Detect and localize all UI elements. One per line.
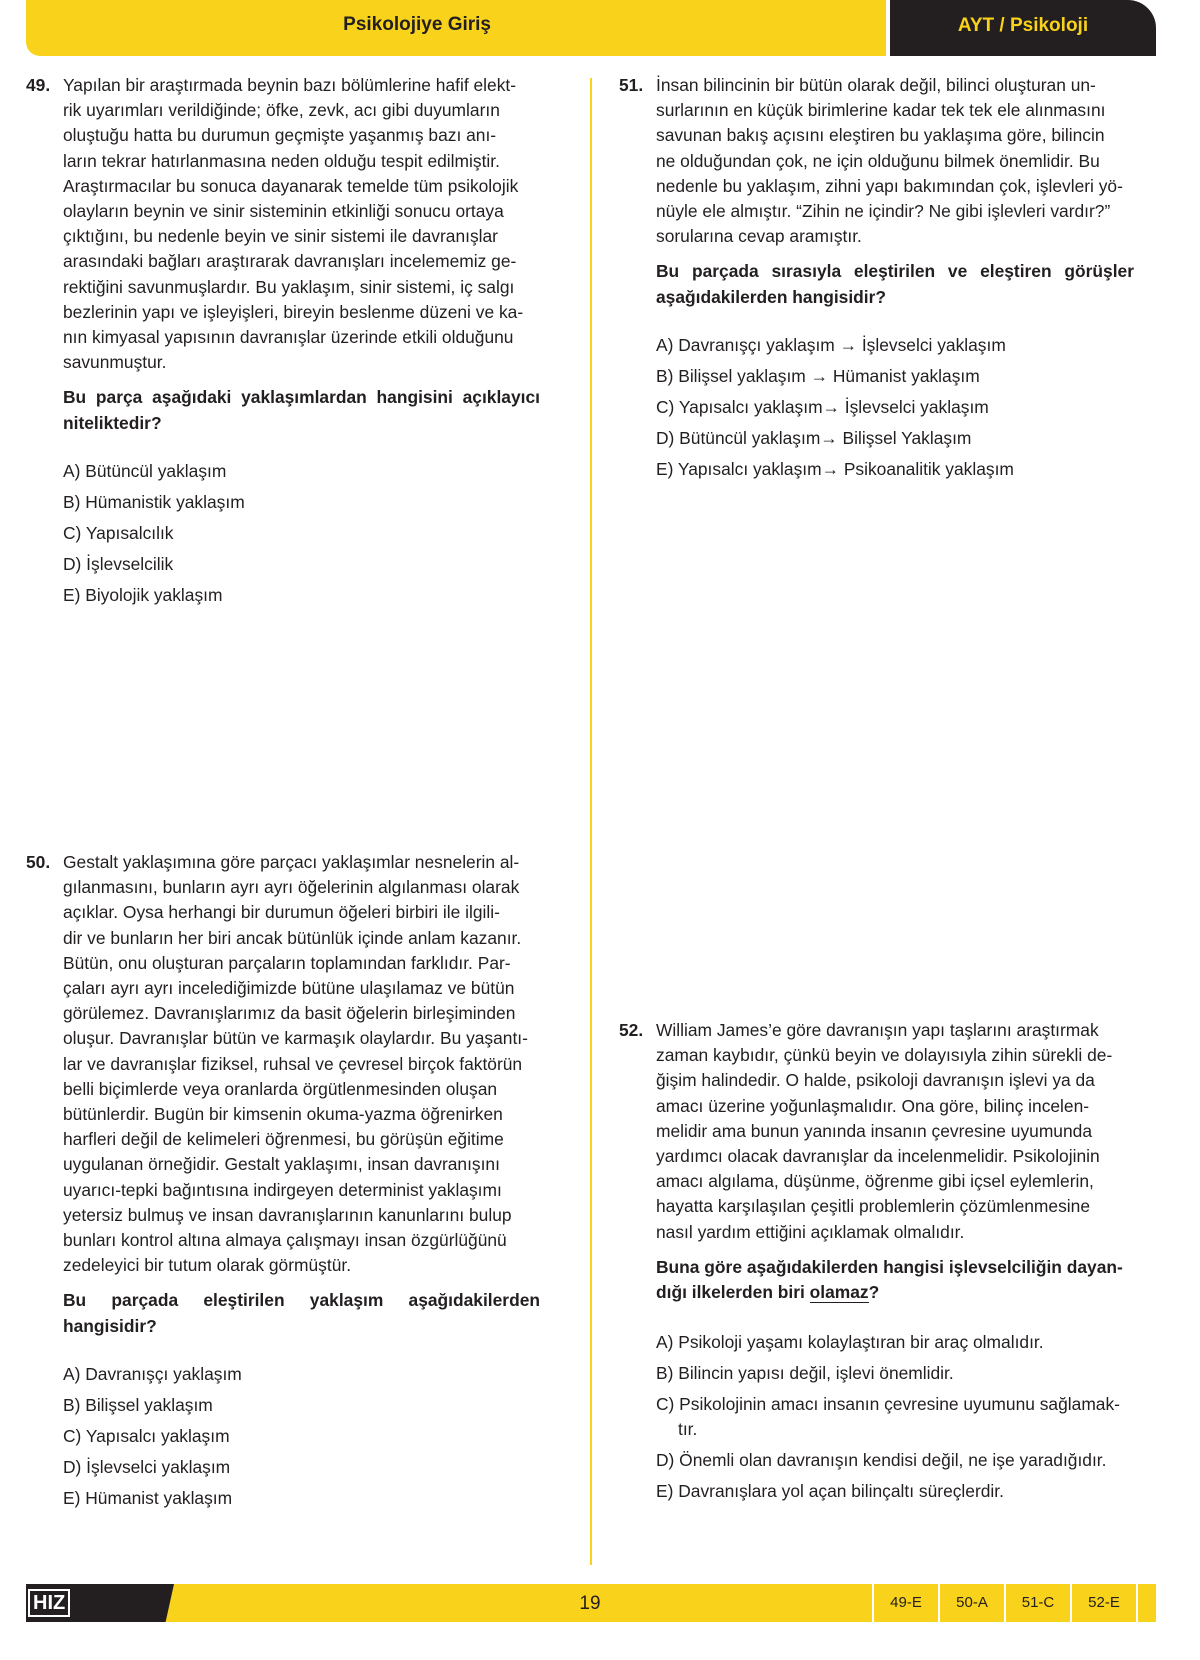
stem-emphasis: olamaz: [809, 1282, 869, 1303]
question-text: [63, 73, 540, 375]
option-b[interactable]: B) Hümanistik yaklaşım: [63, 491, 245, 512]
text-line: görülemez. Davranışlarımız da basit öğelerin birleşiminden: [63, 1003, 516, 1024]
question-number: 52.: [619, 1020, 644, 1040]
publisher-logo: [26, 1584, 164, 1652]
text-line: bütünlerdir. Bugün bir kimsenin okuma-yazma öğrenirken: [63, 1104, 503, 1125]
option-c[interactable]: C) Yapısalcı yaklaşım→ İşlevselci yaklaşım: [656, 396, 989, 417]
text-line: hayatta karşılaşılan çeşitli problemlerin çözümlenmesine: [656, 1196, 1090, 1217]
text-line: ların tekrar hatırlanmasına neden olduğu tespit edilmiştir.: [63, 150, 500, 171]
option-d[interactable]: D) İşlevselci yaklaşım: [63, 1456, 231, 1477]
question-text: [63, 850, 540, 1278]
text-line: Bütün, onu oluşturan parçaların toplamından farklıdır. Par-: [63, 952, 511, 973]
course-title: AYT / Psikoloji: [957, 15, 1089, 36]
options-list: [656, 1327, 1134, 1507]
option-e[interactable]: E) Yapısalcı yaklaşım→ Psikoanalitik yaklaşım: [656, 458, 1014, 479]
option-c[interactable]: C) Yapısalcı yaklaşım: [63, 1425, 230, 1446]
text-line: dir ve bunların her biri ancak bütünlük içinde anlam kazanır.: [63, 927, 522, 948]
text-line: lar ve davranışlar fiziksel, ruhsal ve çevresel birçok faktörün: [63, 1053, 523, 1074]
page-number: 19: [579, 1593, 601, 1614]
options-list: [656, 330, 1134, 485]
option-c[interactable]: C) Psikolojinin amacı insanın çevresine uyumunu sağlamak-: [656, 1394, 1120, 1415]
text-line: savunan bakış açısını eleştiren bu yaklaşıma göre, bilincin: [656, 125, 1105, 146]
text-line: rektiğini savunmuşlardır. Bu yaklaşım, sinir sistemi, iç salgı: [63, 276, 515, 297]
logo-hiz: HIZ: [28, 1589, 70, 1617]
option-a[interactable]: A) Bütüncül yaklaşım: [63, 460, 227, 481]
stem-text: Buna göre aşağıdakilerden hangisi işlevselciliğin dayan-: [656, 1256, 1123, 1277]
text-line: ne olduğundan çok, ne için olduğunu bilmek önemlidir. Bu: [656, 150, 1100, 171]
text-line: belli biçimlerde veya oranlarda örgütlenmesinden oluşan: [63, 1078, 498, 1099]
option-d[interactable]: D) Bütüncül yaklaşım→ Bilişsel Yaklaşım: [656, 427, 972, 448]
text-line: harfleri değil de kelimeleri öğrenmesi, bu görüşün eğitime: [63, 1129, 504, 1150]
text-line: olayların beynin ve sinir sisteminin etkinliği sonucu ortaya: [63, 201, 504, 222]
option-d[interactable]: D) Önemli olan davranışın kendisi değil, ne işe yaradığıdır.: [656, 1450, 1107, 1471]
text-line: nasıl yardım ettiğini açıklamak olmalıdır.: [656, 1221, 965, 1242]
question-text: [656, 1018, 1134, 1245]
question-number: 49.: [26, 75, 51, 95]
question-stem: Bu parça aşağıdaki yaklaşımlardan hangisini açıklayıcı niteliktedir?: [63, 387, 540, 433]
question-number: 51.: [619, 75, 644, 95]
options-list: [63, 1359, 540, 1514]
option-b[interactable]: B) Bilincin yapısı değil, işlevi önemlidir.: [656, 1363, 954, 1384]
text-line: gılanmasını, bunların ayrı ayrı öğelerinin algılanması olarak: [63, 877, 520, 898]
section-title: Psikolojiye Giriş: [343, 14, 491, 35]
answer-key-item: 52-E: [1070, 1584, 1138, 1622]
text-line: amacı algılama, düşünme, öğrenme gibi içsel eylemlerin,: [656, 1171, 1094, 1192]
question-stem: Bu parçada eleştirilen yaklaşım aşağıdakilerden hangisidir?: [63, 1290, 540, 1336]
text-line: nedenle bu yaklaşım, zihni yapı bakımından çok, işlevleri yö-: [656, 175, 1123, 196]
logo-yayinlari: YAYINLARI: [32, 1630, 137, 1652]
text-line: Gestalt yaklaşımına göre parçacı yaklaşımlar nesnelerin al-: [63, 852, 520, 872]
option-e[interactable]: E) Hümanist yaklaşım: [63, 1487, 233, 1508]
text-line: zaman kaybıdır, çünkü beyin ve dolayısıyla zihin sürekli de-: [656, 1045, 1113, 1066]
answer-key-item: 50-A: [938, 1584, 1004, 1622]
text-line: William James’e göre davranışın yapı taşlarını araştırmak: [656, 1020, 1099, 1040]
text-line: yetersiz bulmuş ve insan davranışlarının kanunlarını bulup: [63, 1204, 512, 1225]
text-line: rik uyarımları verildiğinde; öfke, zevk, acı gibi duyumların: [63, 100, 500, 121]
option-c[interactable]: C) Yapısalcılık: [63, 522, 174, 543]
option-a[interactable]: A) Davranışçı yaklaşım: [63, 1363, 242, 1384]
column-divider: [590, 78, 592, 1565]
question-text: [656, 73, 1134, 249]
text-line: bezlerinin yapı ve işleyişleri, bireyin beslenme düzeni ve ka-: [63, 301, 524, 322]
header-section-bar: [26, 0, 886, 56]
option-d[interactable]: D) İşlevselcilik: [63, 553, 174, 574]
answer-key: [872, 1584, 1138, 1622]
text-line: çıktığını, bu nedenle beyin ve sinir sistemi ile davranışlar: [63, 226, 498, 247]
text-line: arasındaki bağları araştırarak davranışları incelememiz ge-: [63, 251, 517, 272]
question-number: 50.: [26, 852, 51, 872]
question-stem: Bu parçada sırasıyla eleştirilen ve eleştiren görüşler aşağıdakilerden hangisidir?: [656, 261, 1134, 307]
text-line: uyarıcı-tepki bağıntısına indirgeyen determinist yaklaşımı: [63, 1179, 502, 1200]
text-line: uygulanan örneğidir. Gestalt yaklaşımı, insan davranışını: [63, 1154, 500, 1175]
text-line: çaları ayrı ayrı incelediğimizde bütüne ulaşılamaz ve bütün: [63, 978, 515, 999]
stem-text: ?: [868, 1282, 880, 1303]
text-line: amacı üzerine yoğunlaşmalıdır. Ona göre, bilinç incelen-: [656, 1095, 1090, 1116]
stem-text: dığı ilkelerden biri: [656, 1282, 810, 1303]
text-line: nın kimyasal yapısının davranışlar üzerinde etkili olduğunu: [63, 327, 514, 348]
text-line: melidir ama bunun yanında insanın çevresine uyumunda: [656, 1120, 1092, 1141]
text-line: oluşur. Davranışlar bütün ve karmaşık olaylardır. Bu yaşantı-: [63, 1028, 528, 1049]
option-e[interactable]: E) Biyolojik yaklaşım: [63, 584, 223, 605]
text-line: Araştırmacılar bu sonuca dayanarak temelde tüm psikolojik: [63, 175, 519, 196]
text-line: bunları kontrol altına almaya çalışmayı insan özgürlüğünü: [63, 1230, 507, 1251]
text-line: İnsan bilincinin bir bütün olarak değil, bilinci oluşturan un-: [656, 75, 1096, 95]
text-line: ğişim halindedir. O halde, psikoloji davranışın işlevi ya da: [656, 1070, 1095, 1091]
text-line: surlarının en küçük birimlerine kadar tek tek ele alınmasını: [656, 100, 1106, 121]
answer-key-item: 49-E: [872, 1584, 938, 1622]
option-c-continuation: tır.: [678, 1419, 698, 1440]
text-line: yardımcı olacak davranışlar da incelenmelidir. Psikolojinin: [656, 1146, 1100, 1167]
text-line: savunmuştur.: [63, 352, 167, 373]
option-a[interactable]: A) Davranışçı yaklaşım → İşlevselci yaklaşım: [656, 334, 1006, 355]
text-line: sorularına cevap aramıştır.: [656, 226, 862, 247]
option-a[interactable]: A) Psikoloji yaşamı kolaylaştıran bir araç olmalıdır.: [656, 1332, 1044, 1353]
text-line: nüyle ele almıştır. “Zihin ne içindir? Ne gibi işlevleri vardır?”: [656, 201, 1111, 222]
text-line: açıklar. Oysa herhangi bir durumun öğeleri birbiri ile ilgili-: [63, 902, 500, 923]
text-line: oluştuğu hatta bu durumun geçmişte yaşanmış bazı anı-: [63, 125, 497, 146]
options-list: [63, 456, 540, 611]
option-b[interactable]: B) Bilişsel yaklaşım → Hümanist yaklaşım: [656, 365, 980, 386]
answer-key-item: 51-C: [1004, 1584, 1070, 1622]
option-b[interactable]: B) Bilişsel yaklaşım: [63, 1394, 213, 1415]
question-stem: [656, 1255, 1134, 1305]
option-e[interactable]: E) Davranışlara yol açan bilinçaltı süreçlerdir.: [656, 1481, 1004, 1502]
header-course-bar: [890, 0, 1156, 56]
text-line: zedeleyici bir tutum olarak görmüştür.: [63, 1255, 352, 1276]
text-line: Yapılan bir araştırmada beynin bazı bölümlerine hafif elekt-: [63, 75, 517, 95]
